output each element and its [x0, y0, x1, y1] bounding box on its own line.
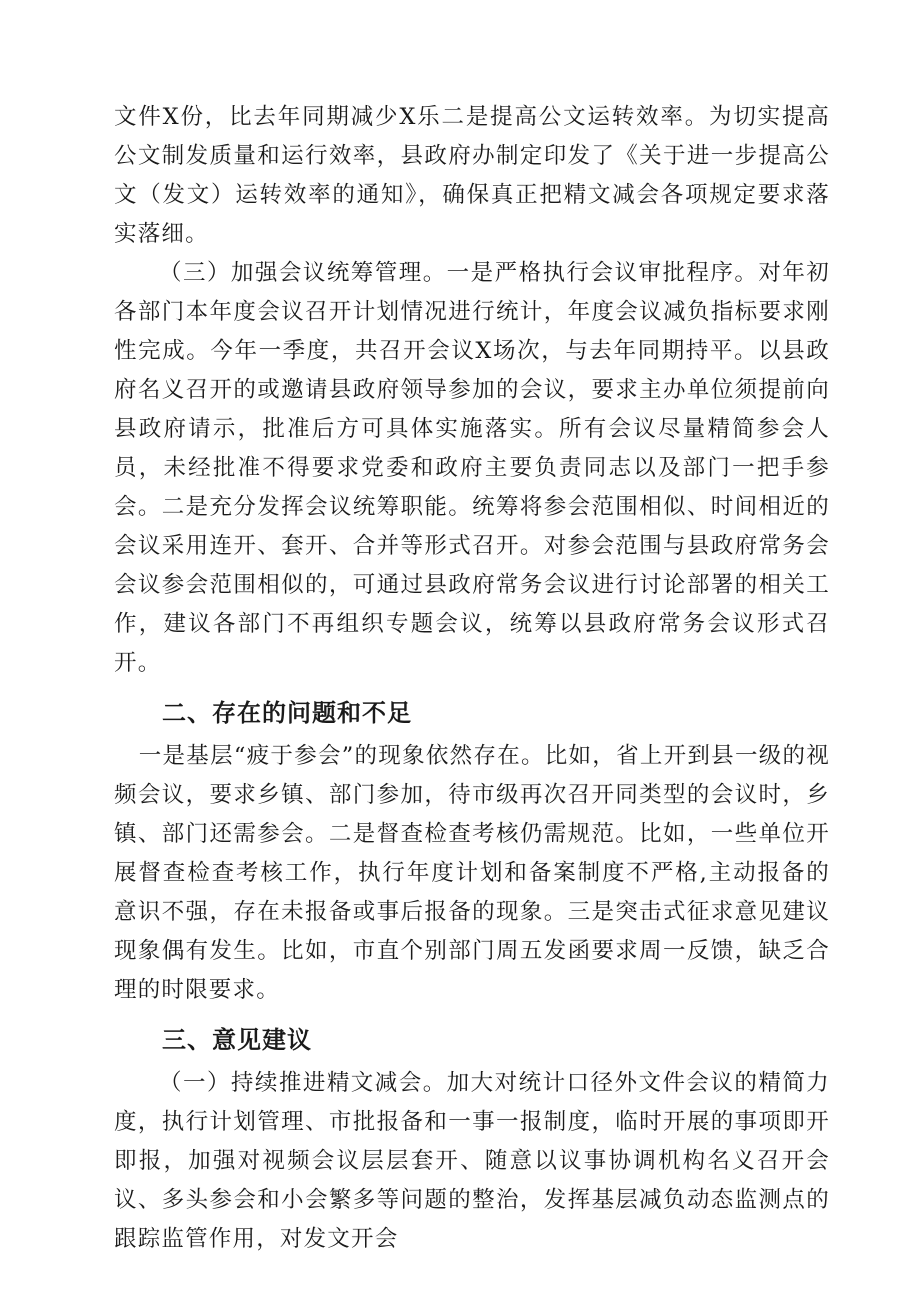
section-heading-suggestions: 三、意见建议: [162, 1026, 312, 1054]
section-heading-problems: 二、存在的问题和不足: [162, 699, 412, 727]
paragraph-problems: 一是基层“疲于参会”的现象依然存在。比如，省上开到县一级的视频会议，要求乡镇、部门参加，待市级再次召开同类型的会议时，乡镇、部门还需参会。二是督查检查考核仍需规范。比如，一些单位开展督查检查考核工作，执行年度计划和备案制度不严格,主动报备的意识不强，存在未报备或事后报备的现象。三是突击式征求意见建议现象偶有发生。比如，市直个别部门周五发函要求周一反馈，缺乏合理的时限要求。: [114, 743, 830, 1003]
paragraph-meeting-management: （三）加强会议统筹管理。一是严格执行会议审批程序。对年初各部门本年度会议召开计划情况进行统计，年度会议减负指标要求刚性完成。今年一季度，共召开会议X场次，与去年同期持平。以县政府名义召开的或邀请县政府领导参加的会议，要求主办单位须提前向县政府请示，批准后方可具体实施落实。所有会议尽量精简参会人员，未经批准不得要求党委和政府主要负责同志以及部门一把手参会。二是充分发挥会议统筹职能。统筹将参会范围相似、时间相近的会议采用连开、套开、合并等形式召开。对参会范围与县政府常务会会议参会范围相似的，可通过县政府常务会议进行讨论部署的相关工作，建议各部门不再组织专题会议，统筹以县政府常务会议形式召开。: [114, 260, 830, 676]
document-page: [114, 98, 830, 1259]
paragraph-suggestions: （一）持续推进精文减会。加大对统计口径外文件会议的精简力度，执行计划管理、市批报备和一事一报制度，临时开展的事项即开即报，加强对视频会议层层套开、随意以议事协调机构名义召开会议、多头参会和小会繁多等问题的整治，发挥基层减负动态监测点的跟踪监管作用，对发文开会: [114, 1070, 830, 1252]
paragraph-efficiency: 文件X份，比去年同期减少X乐二是提高公文运转效率。为切实提高公文制发质量和运行效率，县政府办制定印发了《关于进一步提高公文（发文）运转效率的通知》，确保真正把精文减会各项规定要求落实落细。: [114, 104, 830, 247]
